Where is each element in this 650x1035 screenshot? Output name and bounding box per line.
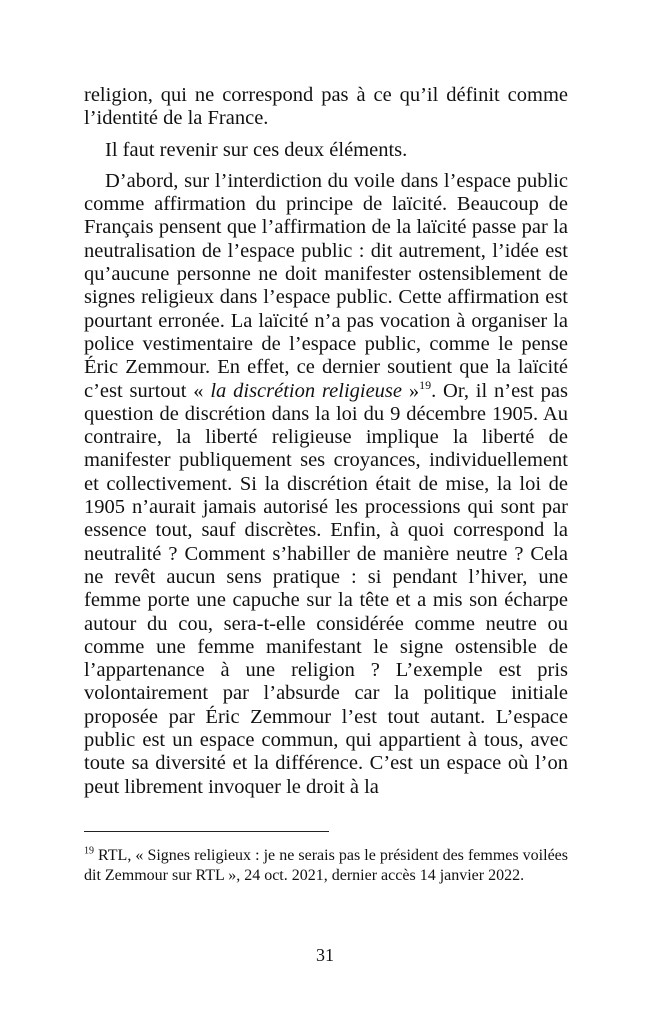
footnote-text: RTL, « Signes religieux : je ne serais pas le président des femmes voilées dit Zemmour sur RTL », 24 oct. 2021, dernier accès 14 janvier 2022. (84, 847, 568, 884)
paragraph-continuation (84, 84, 568, 131)
paragraph-text: Il faut revenir sur ces deux éléments. (105, 138, 408, 161)
italic-quote: la discrétion religieuse (210, 379, 403, 402)
footnote-number: 19 (84, 845, 94, 857)
page-number: 31 (316, 945, 334, 965)
footnote (84, 846, 568, 885)
paragraph-dabord (84, 170, 568, 799)
paragraph-text: . Or, il n’est pas question de discrétion dans la loi du 9 décembre 1905. Au contraire, la liberté religieuse implique la liberté de manifester publiquement ses croyances, individuellement et collectivement. Si la discrétion était de mise, la loi de 1905 n’aurait jamais autorisé les processions qui sont par essence tout, sauf discrètes. Enfin, à quoi correspond la neutralité ? Comment s’habiller de manière neutre ? Cela ne revêt aucun sens pratique : si pendant l’hiver, une femme porte une capuche sur la tête et a mis son écharpe autour du cou, sera-t-elle considérée comme neutre ou comme une femme manifestant le signe ostensible de l’appartenance à une religion ? L’exemple est pris volontairement par l’absurde car la politique initiale proposée par Éric Zemmour l’est tout autant. L’espace public est un espace commun, qui appartient à tous, avec toute sa diversité et la différence. C’est un espace où l’on peut librement invoquer le droit à la (84, 379, 568, 798)
footnote-reference[interactable]: 19 (419, 377, 432, 392)
paragraph-text: D’abord, sur l’interdiction du voile dans l’espace public comme affirmation du principe de laïcité. Beaucoup de Français pensent que l’affirmation de la laïcité passe par la neutralisation de l’espace public : dit autrement, l’idée est qu’aucune personne ne doit manifester ostensiblement de signes religieux dans l’espace public. Cette affirmation est pourtant erronée. La laïcité n’a pas vocation à organiser la police vestimentaire de l’espace public, comme le pense Éric Zemmour. En effet, ce dernier soutient que la laïcité c’est surtout « (84, 169, 568, 402)
paragraph-text: religion, qui ne correspond pas à ce qu’il définit comme l’identité de la France. (84, 84, 568, 130)
footnote-divider (84, 831, 329, 832)
paragraph-text: » (402, 379, 420, 402)
paragraph-revenir (84, 139, 568, 162)
page-body (84, 84, 568, 807)
